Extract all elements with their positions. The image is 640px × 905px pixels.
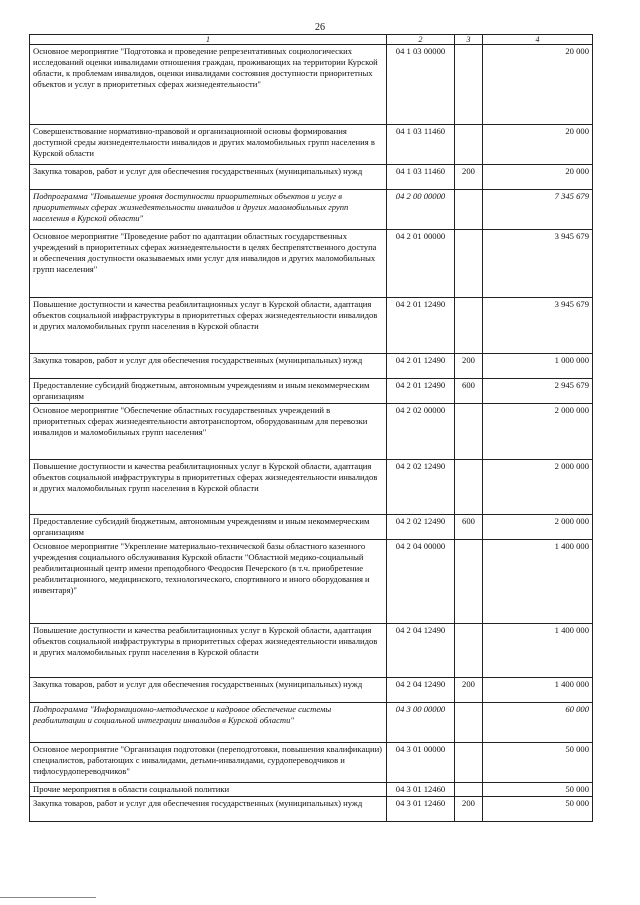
cell-type: 200 [455, 796, 483, 821]
cell-name: Закупка товаров, работ и услуг для обеспечения государственных (муниципальных) нужд [30, 354, 387, 379]
cell-sum: 2 000 000 [483, 515, 593, 540]
table-row [30, 783, 593, 797]
cell-sum: 50 000 [483, 783, 593, 797]
cell-name: Основное мероприятие "Укрепление материально-технической базы областного казенного учреждения социального обслуживания Курской области "Областной медико-социальный реабилитационный центр имени преподобного Феодосия Печерского (в т.ч. приобретение реабилитационного, медицинского, технологического, спортивного и иного оборудования и инвентаря)" [30, 540, 387, 624]
table-body [30, 45, 593, 822]
cell-code: 04 3 01 00000 [387, 743, 455, 783]
cell-code: 04 2 01 12490 [387, 298, 455, 354]
table-row [30, 165, 593, 190]
cell-code: 04 3 01 12460 [387, 796, 455, 821]
cell-code: 04 2 01 12490 [387, 354, 455, 379]
cell-name: Закупка товаров, работ и услуг для обеспечения государственных (муниципальных) нужд [30, 678, 387, 703]
header-col-4: 4 [483, 35, 593, 45]
table-row [30, 796, 593, 821]
cell-type: 600 [455, 379, 483, 404]
cell-type: 200 [455, 354, 483, 379]
table-row [30, 460, 593, 515]
cell-type [455, 783, 483, 797]
header-col-3: 3 [455, 35, 483, 45]
cell-code: 04 3 00 00000 [387, 703, 455, 743]
cell-type [455, 404, 483, 460]
cell-type [455, 624, 483, 678]
cell-sum: 20 000 [483, 165, 593, 190]
cell-name: Основное мероприятие "Проведение работ по адаптации областных государственных учреждений в приоритетных сферах жизнедеятельности в целях беспрепятственного доступа и обеспечения доступности оказываемых ими услуг для инвалидов и других маломобильных групп населения" [30, 230, 387, 298]
cell-type [455, 230, 483, 298]
cell-name: Закупка товаров, работ и услуг для обеспечения государственных (муниципальных) нужд [30, 165, 387, 190]
cell-name: Закупка товаров, работ и услуг для обеспечения государственных (муниципальных) нужд [30, 796, 387, 821]
table-row [30, 45, 593, 125]
cell-type [455, 298, 483, 354]
table-row [30, 298, 593, 354]
cell-code: 04 1 03 11460 [387, 125, 455, 165]
cell-sum: 60 000 [483, 703, 593, 743]
cell-sum: 2 000 000 [483, 460, 593, 515]
cell-type: 600 [455, 515, 483, 540]
cell-sum: 50 000 [483, 796, 593, 821]
table-row [30, 515, 593, 540]
cell-name: Предоставление субсидий бюджетным, автономным учреждениям и иным некоммерческим организациям [30, 515, 387, 540]
table-row [30, 743, 593, 783]
table-row [30, 703, 593, 743]
cell-sum: 3 945 679 [483, 230, 593, 298]
cell-sum: 1 400 000 [483, 678, 593, 703]
cell-name: Повышение доступности и качества реабилитационных услуг в Курской области, адаптация объектов социальной инфраструктуры в приоритетных сферах жизнедеятельности инвалидов и других маломобильных групп населения в Курской области [30, 624, 387, 678]
cell-type: 200 [455, 678, 483, 703]
cell-sum: 1 400 000 [483, 624, 593, 678]
cell-code: 04 1 03 00000 [387, 45, 455, 125]
cell-code: 04 2 02 12490 [387, 460, 455, 515]
table-row [30, 190, 593, 230]
cell-name: Подпрограмма "Информационно-методическое и кадровое обеспечение системы реабилитации и социальной интеграции инвалидов в Курской области" [30, 703, 387, 743]
cell-type [455, 703, 483, 743]
table-row [30, 540, 593, 624]
cell-type [455, 125, 483, 165]
cell-name: Основное мероприятие "Обеспечение областных государственных учреждений в приоритетных сферах жизнедеятельности автотранспортом, оборудованным для перевозки инвалидов и маломобильных групп населения" [30, 404, 387, 460]
cell-code: 04 2 00 00000 [387, 190, 455, 230]
cell-sum: 2 945 679 [483, 379, 593, 404]
cell-code: 04 2 01 00000 [387, 230, 455, 298]
cell-type: 200 [455, 165, 483, 190]
page-number: 26 [315, 22, 325, 33]
cell-name: Основное мероприятие "Организация подготовки (переподготовки, повышения квалификации) специалистов, работающих с инвалидами, детьми-инвалидами, сурдопереводчиков и тифлосурдопереводчиков" [30, 743, 387, 783]
cell-code: 04 2 02 12490 [387, 515, 455, 540]
cell-sum: 1 000 000 [483, 354, 593, 379]
cell-type [455, 45, 483, 125]
cell-code: 04 2 01 12490 [387, 379, 455, 404]
cell-code: 04 1 03 11460 [387, 165, 455, 190]
cell-sum: 20 000 [483, 125, 593, 165]
cell-sum: 1 400 000 [483, 540, 593, 624]
cell-sum: 7 345 679 [483, 190, 593, 230]
cell-sum: 20 000 [483, 45, 593, 125]
cell-name: Совершенствование нормативно-правовой и организационной основы формирования доступной среды жизнедеятельности инвалидов и других маломобильных групп населения в Курской области [30, 125, 387, 165]
cell-type [455, 460, 483, 515]
cell-sum: 50 000 [483, 743, 593, 783]
cell-name: Повышение доступности и качества реабилитационных услуг в Курской области, адаптация объектов социальной инфраструктуры в приоритетных сферах жизнедеятельности инвалидов и других маломобильных групп населения в Курской области [30, 298, 387, 354]
cell-sum: 3 945 679 [483, 298, 593, 354]
cell-code: 04 3 01 12460 [387, 783, 455, 797]
table-row [30, 404, 593, 460]
cell-code: 04 2 04 12490 [387, 678, 455, 703]
cell-type [455, 540, 483, 624]
table-row [30, 379, 593, 404]
cell-code: 04 2 04 00000 [387, 540, 455, 624]
table-row [30, 230, 593, 298]
header-col-1: 1 [30, 35, 387, 45]
table-row [30, 678, 593, 703]
cell-type [455, 190, 483, 230]
cell-name: Предоставление субсидий бюджетным, автономным учреждениям и иным некоммерческим организациям [30, 379, 387, 404]
table-header-row [30, 35, 593, 45]
header-col-2: 2 [387, 35, 455, 45]
cell-code: 04 2 02 00000 [387, 404, 455, 460]
cell-name: Основное мероприятие "Подготовка и проведение репрезентативных социологических исследований оценки инвалидами отношения граждан, проживающих на территории Курской области, к проблемам инвалидов, оценки инвалидами состояния доступности приоритетных объектов и услуг в приоритетных сферах жизнедеятельности" [30, 45, 387, 125]
cell-sum: 2 000 000 [483, 404, 593, 460]
cell-type [455, 743, 483, 783]
cell-name: Повышение доступности и качества реабилитационных услуг в Курской области, адаптация объектов социальной инфраструктуры в приоритетных сферах жизнедеятельности инвалидов и других маломобильных групп населения в Курской области [30, 460, 387, 515]
cell-name: Прочие мероприятия в области социальной политики [30, 783, 387, 797]
table-row [30, 354, 593, 379]
budget-table [29, 34, 593, 822]
cell-code: 04 2 04 12490 [387, 624, 455, 678]
table-row [30, 624, 593, 678]
table-row [30, 125, 593, 165]
footer-line [0, 897, 96, 899]
cell-name: Подпрограмма "Повышение уровня доступности приоритетных объектов и услуг в приоритетных сферах жизнедеятельности инвалидов и других маломобильных групп населения в Курской области" [30, 190, 387, 230]
